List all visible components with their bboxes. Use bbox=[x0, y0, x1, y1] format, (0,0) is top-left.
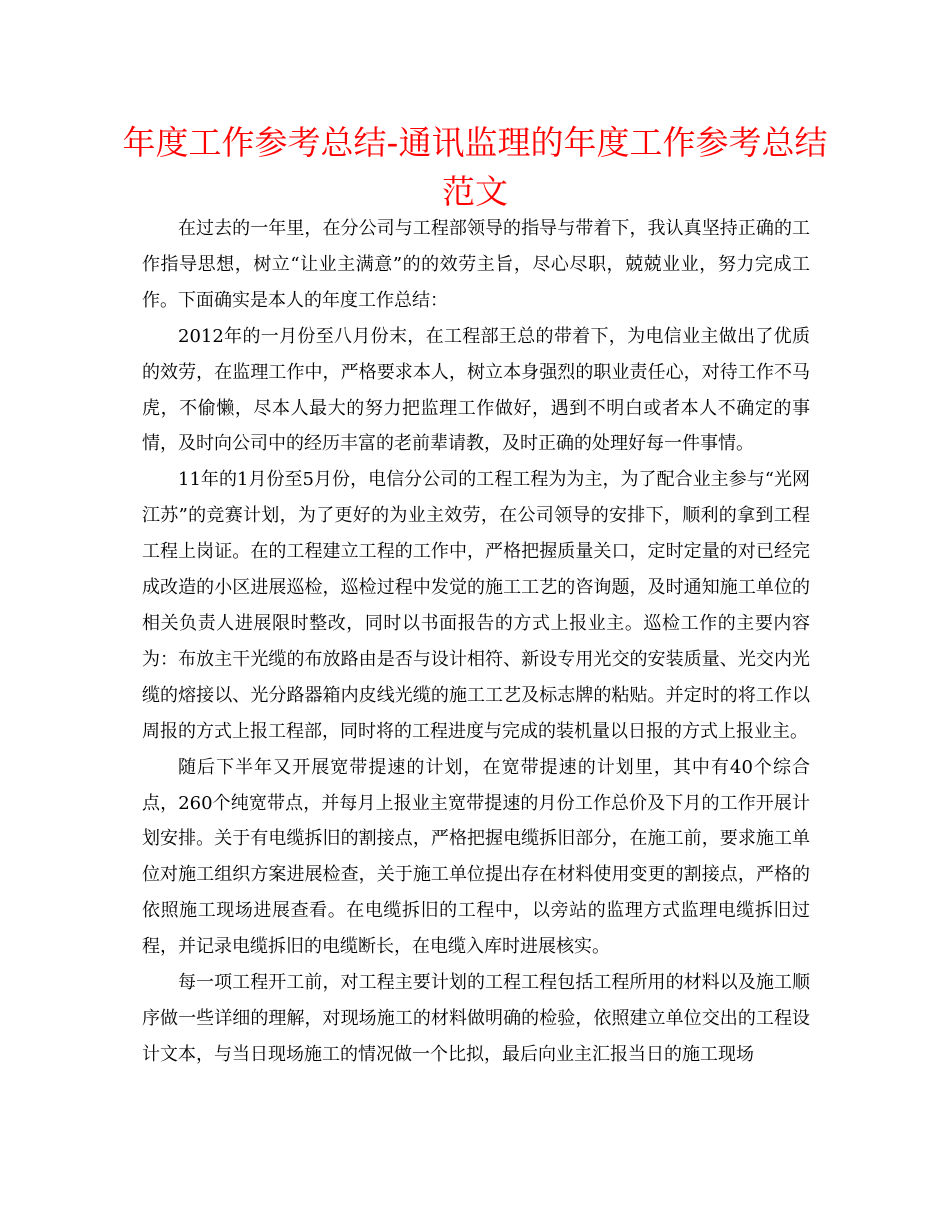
document-body bbox=[142, 211, 810, 1073]
document-title: 年度工作参考总结-通讯监理的年度工作参考总结范文 bbox=[122, 123, 828, 211]
paragraph-3: 11年的1月份至5月份，电信分公司的工程工程为为主，为了配合业主参与“光网江苏”的竞赛计划，为了更好的为业主效劳，在公司领导的安排下，顺利的拿到工程工程上岗证。在的工程建立工程的工作中，严格把握质量关口，定时定量的对已经完成改造的小区进展巡检，巡检过程中发觉的施工工艺的咨询题，及时通知施工单位的相关负责人进展限时整改，同时以书面报告的方式上报业主。巡检工作的主要内容为：布放主干光缆的布放路由是否与设计相符、新设专用光交的安装质量、光交内光缆的熔接以、光分路器箱内皮线光缆的施工工艺及标志牌的粘贴。并定时的将工作以周报的方式上报工程部，同时将的工程进度与完成的装机量以日报的方式上报业主。 bbox=[142, 469, 810, 742]
paragraph-1: 在过去的一年里，在分公司与工程部领导的指导与带着下，我认真坚持正确的工作指导思想，树立“让业主满意”的的效劳主旨，尽心尽职，兢兢业业，努力完成工作。下面确实是本人的年度工作总结： bbox=[142, 218, 810, 311]
paragraph-4: 随后下半年又开展宽带提速的计划，在宽带提速的计划里，其中有40个综合点，260个纯宽带点，并每月上报业主宽带提速的月份工作总价及下月的工作开展计划安排。关于有电缆拆旧的割接点，严格把握电缆拆旧部分，在施工前，要求施工单位对施工组织方案进展检查，关于施工单位提出存在材料使用变更的割接点，严格的依照施工现场进展查看。在电缆拆旧的工程中，以旁站的监理方式监理电缆拆旧过程，并记录电缆拆旧的电缆断长，在电缆入库时进展核实。 bbox=[142, 756, 810, 958]
paragraph-5: 每一项工程开工前，对工程主要计划的工程工程包括工程所用的材料以及施工顺序做一些详细的理解，对现场施工的材料做明确的检验，依照建立单位交出的工程设计文本，与当日现场施工的情况做一个比拟，最后向业主汇报当日的施工现场 bbox=[142, 972, 810, 1065]
paragraph-2: 2012年的一月份至八月份末，在工程部王总的带着下，为电信业主做出了优质的效劳，在监理工作中，严格要求本人，树立本身强烈的职业责任心，对待工作不马虎，不偷懒，尽本人最大的努力把监理工作做好，遇到不明白或者本人不确定的事情，及时向公司中的经历丰富的老前辈请教，及时正确的处理好每一件事情。 bbox=[142, 325, 810, 455]
